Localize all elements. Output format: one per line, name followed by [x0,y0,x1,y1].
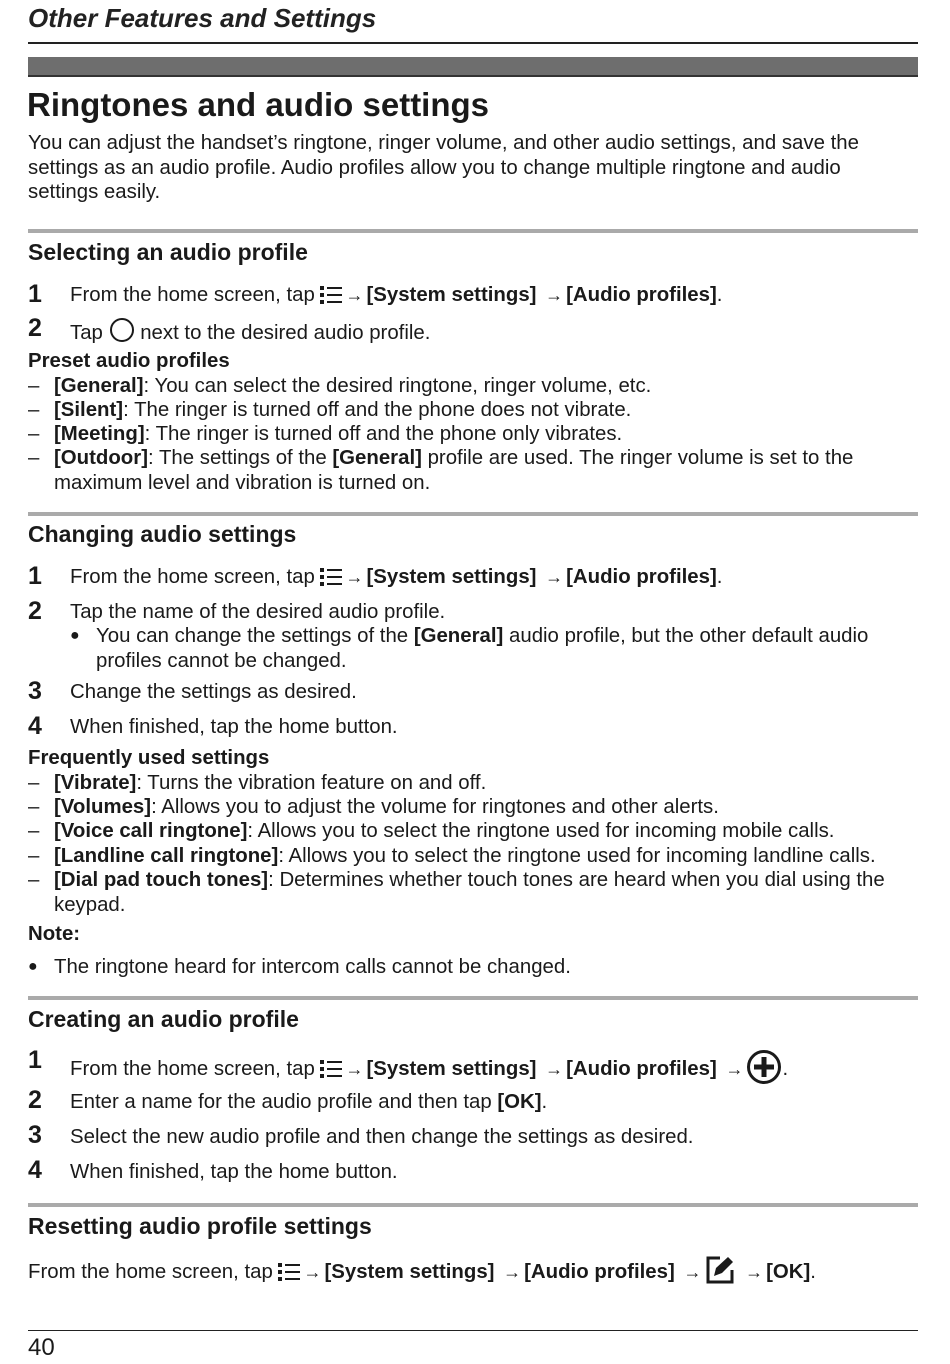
section-divider [28,229,918,233]
list-item: – [Dial pad touch tones]: Determines whether touch tones are heard when you dial using the keypad. [28,869,885,916]
step-text: From the home screen, tap → [System settings] → [Audio profiles]. [70,283,722,312]
step-text: Select the new audio profile and then change the settings as desired. [70,1126,694,1148]
page-number: 40 [28,1334,55,1361]
menu-icon [320,567,342,594]
section-title-changing: Changing audio settings [28,521,297,547]
list-item: – [Meeting]: The ringer is turned off and the phone only vibrates. [28,423,623,445]
step-text: From the home screen, tap → [System settings] → [Audio profiles]. [70,565,722,594]
note-heading: Note: [28,923,81,945]
step-text: Enter a name for the audio profile and then tap [OK]. [70,1091,548,1113]
frequent-settings-heading: Frequently used settings [28,747,270,769]
edit-icon [704,1254,736,1293]
intro-paragraph: You can adjust the handset’s ringtone, ringer volume, and other audio settings, and save the settings as an audio profile. Audio profiles allow you to change multiple ringtone and audio settings easily. [28,132,859,203]
reset-instructions: From the home screen, tap → [System settings] → [Audio profiles] → → [OK]. [28,1254,918,1293]
section-divider [28,512,918,516]
bullet-item: ● You can change the settings of the [General] audio profile, but the other default audio profiles cannot be changed. [70,625,869,672]
step-number: 2 [28,597,42,625]
menu-icon [320,285,342,312]
list-item: – [Volumes]: Allows you to adjust the volume for ringtones and other alerts. [28,796,719,818]
list-item: – [Voice call ringtone]: Allows you to select the ringtone used for incoming mobile calls. [28,820,835,842]
menu-icon [278,1262,300,1289]
section-divider [28,1203,918,1207]
add-circle-icon [746,1049,782,1092]
footer-rule [28,1330,918,1331]
step-text: Tap the name of the desired audio profile. [70,601,446,623]
step-number: 1 [28,280,42,308]
title-bar-decoration [28,57,918,77]
section-title-creating: Creating an audio profile [28,1006,299,1032]
step-text: Tap next to the desired audio profile. [70,317,430,350]
step-number: 4 [28,712,42,740]
step-text: When finished, tap the home button. [70,716,398,738]
step-number: 2 [28,1086,42,1114]
chapter-header: Other Features and Settings [28,3,377,33]
step-text: Change the settings as desired. [70,681,357,703]
menu-icon [320,1059,342,1086]
header-rule [28,42,918,44]
list-item: – [Vibrate]: Turns the vibration feature on and off. [28,772,487,794]
step-number: 1 [28,562,42,590]
step-number: 4 [28,1156,42,1184]
preset-heading: Preset audio profiles [28,350,230,372]
step-number: 2 [28,314,42,342]
list-item: – [Silent]: The ringer is turned off and the phone does not vibrate. [28,399,632,421]
step-text: When finished, tap the home button. [70,1161,398,1183]
step-text: From the home screen, tap → [System settings] → [Audio profiles] → . [70,1049,788,1092]
section-divider [28,996,918,1000]
list-item: – [General]: You can select the desired ringtone, ringer volume, etc. [28,375,652,397]
step-number: 3 [28,677,42,705]
radio-circle-icon [109,317,135,350]
section-title-selecting: Selecting an audio profile [28,239,308,265]
list-item: – [Outdoor]: The settings of the [General] profile are used. The ringer volume is set to the maximum level and vibration is turned on. [28,447,854,494]
step-number: 3 [28,1121,42,1149]
list-item: – [Landline call ringtone]: Allows you to select the ringtone used for incoming landline calls. [28,845,876,867]
note-item: ● The ringtone heard for intercom calls cannot be changed. [28,956,571,978]
section-title-resetting: Resetting audio profile settings [28,1213,372,1239]
page-title: Ringtones and audio settings [27,86,490,123]
step-number: 1 [28,1046,42,1074]
